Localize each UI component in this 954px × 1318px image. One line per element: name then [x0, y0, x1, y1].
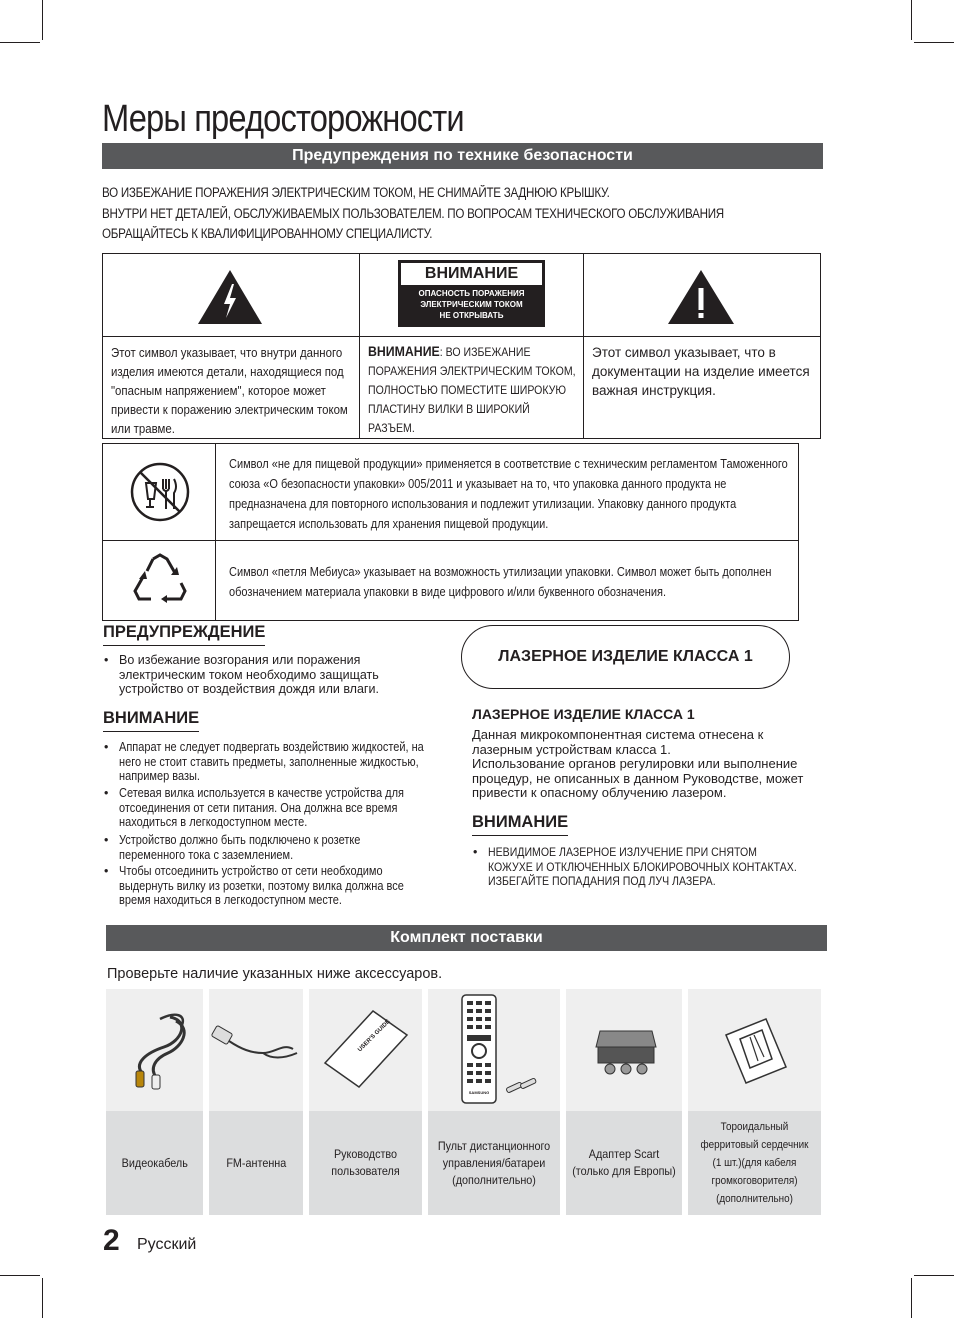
- bullet-dot: •: [104, 786, 109, 800]
- caution-label: [398, 260, 545, 327]
- bullet-dot: •: [104, 653, 109, 667]
- accessory-ferrite-core: [688, 989, 821, 1215]
- caution-label-line: НЕ ОТКРЫВАТЬ: [439, 311, 504, 320]
- crop-mark: [911, 1278, 912, 1318]
- bullet-text: Сетевая вилка используется в качестве устройства для отсоединения от сети питания. Она должна все время находиться в легкодоступном месте.: [119, 786, 404, 829]
- not-for-food-icon: [129, 461, 191, 523]
- crop-mark: [911, 0, 912, 40]
- crop-mark: [914, 1275, 954, 1276]
- warning-heading: ПРЕДУПРЕЖДЕНИЕ: [103, 623, 265, 646]
- crop-mark: [0, 42, 40, 43]
- bullet-dot: •: [104, 833, 109, 847]
- mobius-loop-icon: [129, 551, 191, 611]
- accessory-remote-control: [428, 989, 560, 1215]
- video-cable-icon: [120, 1007, 192, 1091]
- accessory-image: [566, 989, 682, 1111]
- laser-caution-heading: ВНИМАНИЕ: [472, 813, 568, 836]
- scart-adapter-icon: [594, 1025, 658, 1079]
- accessory-label: Пульт дистанционного управления/батареи (дополнительно): [437, 1138, 551, 1187]
- fm-antenna-icon: [211, 1019, 301, 1069]
- accessory-fm-antenna: [209, 989, 303, 1215]
- accessory-user-manual: [309, 989, 422, 1215]
- plug-caution-label: ВНИМАНИЕ: [368, 343, 440, 359]
- safety-section-bar: Предупреждения по технике безопасности: [102, 143, 823, 169]
- lightning-symbol-description: Этот символ указывает, что внутри данного изделия имеются детали, находящиеся под "опасным напряжением", которое может привести к поражению электрическим током или травме.: [111, 345, 348, 436]
- bullet-dot: •: [104, 864, 109, 878]
- user-manual-icon: [321, 1007, 411, 1091]
- table-divider: [359, 254, 360, 438]
- intro-line: ВО ИЗБЕЖАНИЕ ПОРАЖЕНИЯ ЭЛЕКТРИЧЕСКИМ ТОКОМ, НЕ СНИМАЙТЕ ЗАДНЮЮ КРЫШКУ.: [102, 185, 610, 200]
- mobius-description: Символ «петля Мебиуса» указывает на возможность утилизации упаковки. Символ может быть дополнен обозначением материала упаковки в виде цифрового и/или буквенного обозначения.: [229, 565, 772, 599]
- exclamation-symbol-description: Этот символ указывает, что в документации на изделие имеется важная инструкция.: [592, 345, 810, 398]
- crop-mark: [0, 1275, 40, 1276]
- crop-mark: [914, 42, 954, 43]
- plug-caution-body: : ВО ИЗБЕЖАНИЕ ПОРАЖЕНИЯ ЭЛЕКТРИЧЕСКИМ ТОКОМ, ПОЛНОСТЬЮ ПОМЕСТИТЕ ШИРОКУЮ ПЛАСТИНУ ВИЛКИ В ШИРОКИЙ РАЗЪЕМ.: [368, 345, 576, 435]
- accessory-label: Адаптер Scart (только для Европы): [572, 1147, 676, 1178]
- accessories-check-text: Проверьте наличие указанных ниже аксессуаров.: [107, 966, 443, 982]
- bullet-text: Чтобы отсоединить устройство от сети необходимо выдернуть вилку из розетки, поэтому вилка должна все время находиться в легкодоступном месте.: [119, 864, 404, 907]
- table-divider: [103, 336, 820, 337]
- crop-mark: [42, 1278, 43, 1318]
- laser-description: [472, 728, 822, 801]
- accessory-label: Видеокабель: [121, 1155, 188, 1170]
- bullet-text: Во избежание возгорания или поражения электрическим током необходимо защищать устройство от воздействия дождя или влаги.: [119, 653, 379, 696]
- caution-label-line: ЭЛЕКТРИЧЕСКИМ ТОКОМ: [420, 300, 523, 309]
- caution-heading: ВНИМАНИЕ: [103, 709, 199, 732]
- accessory-label: Руководство пользователя: [331, 1147, 400, 1178]
- bullet-dot: •: [473, 845, 478, 859]
- lightning-warning-icon: [196, 268, 264, 326]
- accessory-image: [309, 989, 422, 1111]
- accessory-image: [106, 989, 203, 1111]
- laser-class-badge: ЛАЗЕРНОЕ ИЗДЕЛИЕ КЛАССА 1: [461, 625, 790, 689]
- laser-heading: ЛАЗЕРНОЕ ИЗДЕЛИЕ КЛАССА 1: [472, 706, 695, 722]
- accessories-section-bar: Комплект поставки: [106, 925, 827, 951]
- manual-cover-title: USER'S GUIDE: [357, 1018, 392, 1054]
- table-divider: [215, 444, 216, 620]
- bullet-text: Устройство должно быть подключено к розетке переменного тока с заземлением.: [119, 833, 361, 862]
- accessory-label: Тороидальный ферритовый сердечник (1 шт.)(для кабеля громкоговорителя) (дополнительно): [700, 1121, 809, 1205]
- page-title: Меры предосторожности: [102, 98, 464, 140]
- table-divider: [583, 254, 584, 438]
- caution-label-text: [398, 288, 545, 321]
- safety-intro: [102, 183, 822, 245]
- crop-mark: [42, 0, 43, 40]
- bullet-text: Аппарат не следует подвергать воздействию жидкостей, на него не стоит ставить предметы, заполненные жидкостью, например вазы.: [119, 740, 424, 783]
- plug-caution-text: [368, 342, 577, 438]
- bullet-text: НЕВИДИМОЕ ЛАЗЕРНОЕ ИЗЛУЧЕНИЕ ПРИ СНЯТОМ КОЖУХЕ И ОТКЛЮЧЕННЫХ БЛОКИРОВОЧНЫХ КОНТАКТАХ. ИЗБЕГАЙТЕ ПОПАДАНИЯ ПОД ЛУЧ ЛАЗЕРА.: [488, 845, 797, 888]
- laser-paragraph: Использование органов регулировки или выполнение процедур, не описанных в данном Руководстве, может привести к опасному облучению лазером.: [472, 756, 804, 800]
- language-label: Русский: [137, 1236, 197, 1253]
- accessory-label: FM-антенна: [226, 1155, 286, 1170]
- accessory-image: [209, 989, 303, 1111]
- caution-label-line: ОПАСНОСТЬ ПОРАЖЕНИЯ: [418, 289, 525, 298]
- caution-label-title: ВНИМАНИЕ: [401, 263, 542, 285]
- accessory-video-cable: [106, 989, 203, 1215]
- intro-line: ВНУТРИ НЕТ ДЕТАЛЕЙ, ОБСЛУЖИВАЕМЫХ ПОЛЬЗОВАТЕЛЕМ. ПО ВОПРОСАМ ТЕХНИЧЕСКОГО ОБСЛУЖИВАНИЯ: [102, 205, 724, 221]
- packaging-symbol-table: [102, 443, 799, 621]
- remote-brand: SAMSUNG: [468, 1090, 490, 1095]
- not-for-food-description: Символ «не для пищевой продукции» применяется в соответствие с техническим регламентом Таможенного союза «О безопасности упаковки» 005/2011 и указывает на то, что упаковка данного продукта не предназначена для повторного использования и подлежит утилизации. Упаковку данного продукта запрещается использовать для хранения пищевой продукции.: [229, 457, 788, 531]
- page-number: 2: [103, 1224, 120, 1257]
- accessory-scart-adapter: [566, 989, 682, 1215]
- exclamation-warning-icon: [666, 268, 736, 326]
- bullet-dot: •: [104, 740, 109, 754]
- laser-paragraph: Данная микрокомпонентная система отнесена к лазерным устройствам класса 1.: [472, 727, 764, 757]
- accessory-image: [688, 989, 821, 1111]
- ferrite-core-icon: [720, 1015, 792, 1087]
- accessory-image: [428, 989, 560, 1111]
- table-divider: [103, 540, 798, 541]
- intro-line: ОБРАЩАЙТЕСЬ К КВАЛИФИЦИРОВАННОМУ СПЕЦИАЛИСТУ.: [102, 226, 433, 241]
